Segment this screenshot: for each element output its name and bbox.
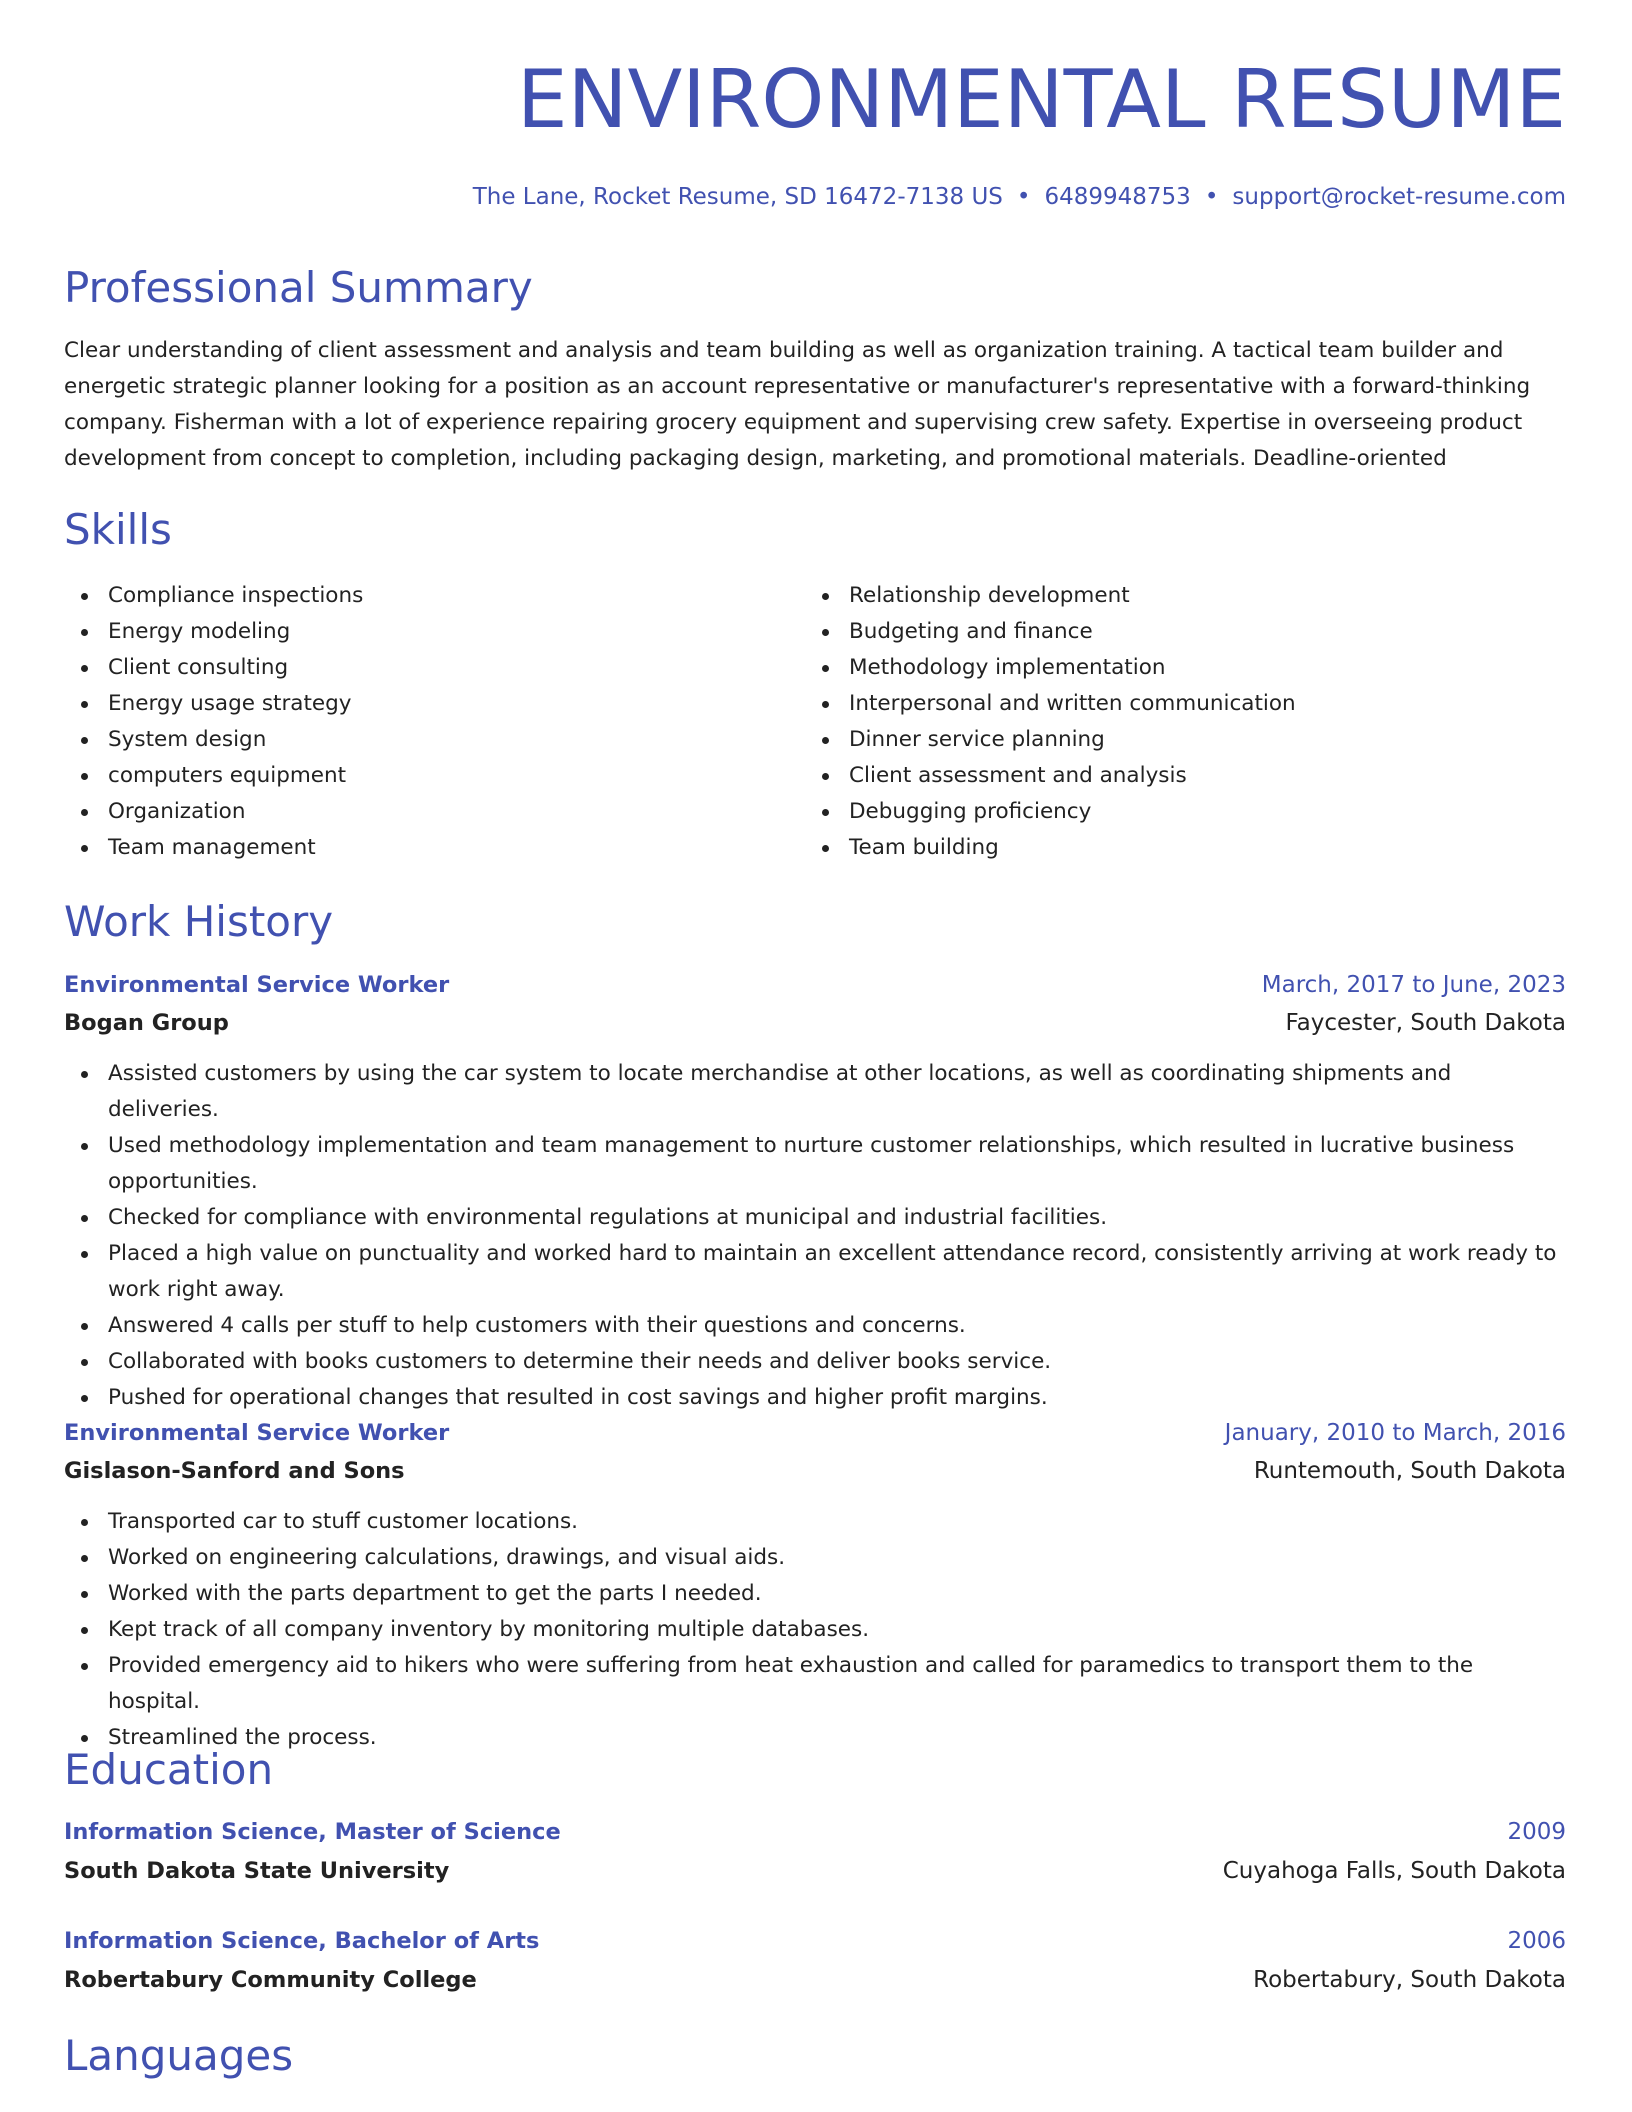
resume-title: ENVIRONMENTAL RESUME bbox=[517, 53, 1566, 146]
skill-item: Energy modeling bbox=[64, 614, 363, 650]
education-location: Robertabury, South Dakota bbox=[1253, 1967, 1566, 1993]
education-school: Robertabury Community College bbox=[64, 1967, 477, 1993]
job-bullet: Provided emergency aid to hikers who were suffering from heat exhaustion and called for paramedics to transport them to the hospital. bbox=[64, 1648, 1566, 1720]
contact-separator: • bbox=[1204, 184, 1219, 210]
skill-item: Relationship development bbox=[805, 578, 1296, 614]
job-bullets bbox=[64, 1504, 1566, 1756]
skill-item: Energy usage strategy bbox=[64, 686, 363, 722]
education-location: Cuyahoga Falls, South Dakota bbox=[1222, 1858, 1566, 1884]
education-school: South Dakota State University bbox=[64, 1858, 450, 1884]
job-title: Environmental Service Worker bbox=[64, 1420, 450, 1446]
job-company: Bogan Group bbox=[64, 1010, 229, 1036]
job-dates: January, 2010 to March, 2016 bbox=[1224, 1420, 1566, 1446]
skill-item: Budgeting and finance bbox=[805, 614, 1296, 650]
job-bullets bbox=[64, 1056, 1566, 1416]
contact-address: The Lane, Rocket Resume, SD 16472-7138 US bbox=[472, 184, 1003, 210]
work-history-heading: Work History bbox=[64, 897, 334, 946]
contact-email[interactable]: support@rocket-resume.com bbox=[1232, 184, 1566, 210]
skill-item: Organization bbox=[64, 794, 363, 830]
skill-item: Interpersonal and written communication bbox=[805, 686, 1296, 722]
languages-heading: Languages bbox=[64, 2031, 294, 2080]
job-location: Runtemouth, South Dakota bbox=[1253, 1458, 1566, 1484]
job-bullet: Worked with the parts department to get the parts I needed. bbox=[64, 1576, 1566, 1612]
skill-item: Methodology implementation bbox=[805, 650, 1296, 686]
contact-separator: • bbox=[1016, 184, 1031, 210]
skill-item: Team management bbox=[64, 830, 363, 866]
job-bullet: Assisted customers by using the car system to locate merchandise at other locations, as well as coordinating shipments and deliveries. bbox=[64, 1056, 1566, 1128]
skill-item: Team building bbox=[805, 830, 1296, 866]
skill-item: Compliance inspections bbox=[64, 578, 363, 614]
education-year: 2006 bbox=[1507, 1928, 1566, 1954]
job-bullet: Placed a high value on punctuality and worked hard to maintain an excellent attendance record, consistently arriving at work ready to work right away. bbox=[64, 1236, 1566, 1308]
job-location: Faycester, South Dakota bbox=[1285, 1010, 1566, 1036]
skill-item: Client assessment and analysis bbox=[805, 758, 1296, 794]
job-bullet: Streamlined the process. bbox=[64, 1720, 1566, 1756]
contact-phone[interactable]: 6489948753 bbox=[1044, 184, 1191, 210]
skill-item: Debugging proficiency bbox=[805, 794, 1296, 830]
job-bullet: Pushed for operational changes that resulted in cost savings and higher profit margins. bbox=[64, 1380, 1566, 1416]
education-year: 2009 bbox=[1507, 1819, 1566, 1845]
job-bullet: Answered 4 calls per stuff to help customers with their questions and concerns. bbox=[64, 1308, 1566, 1344]
job-bullet: Worked on engineering calculations, drawings, and visual aids. bbox=[64, 1540, 1566, 1576]
education-degree: Information Science, Master of Science bbox=[64, 1819, 561, 1845]
job-dates: March, 2017 to June, 2023 bbox=[1261, 972, 1566, 998]
job-bullet: Used methodology implementation and team management to nurture customer relationships, which resulted in lucrative business opportunities. bbox=[64, 1128, 1566, 1200]
job-title: Environmental Service Worker bbox=[64, 972, 450, 998]
education-degree: Information Science, Bachelor of Arts bbox=[64, 1928, 540, 1954]
job-bullet: Collaborated with books customers to determine their needs and deliver books service. bbox=[64, 1344, 1566, 1380]
job-bullet: Checked for compliance with environmental regulations at municipal and industrial facilities. bbox=[64, 1200, 1566, 1236]
skill-item: Client consulting bbox=[64, 650, 363, 686]
skills-heading: Skills bbox=[64, 505, 172, 554]
job-bullet: Transported car to stuff customer locations. bbox=[64, 1504, 1566, 1540]
job-company: Gislason-Sanford and Sons bbox=[64, 1458, 405, 1484]
summary-text: Clear understanding of client assessment and analysis and team building as well as organization training. A tactical team builder and energetic strategic planner looking for a position as an account representative or manufacturer's representative with a forward-thinking company. Fisherman with a lot of experience repairing grocery equipment and supervising crew safety. Expertise in overseeing product development from concept to completion, including packaging design, marketing, and promotional materials. Deadline-oriented bbox=[64, 338, 1531, 471]
education-heading: Education bbox=[64, 1745, 274, 1794]
skill-item: System design bbox=[64, 722, 363, 758]
skills-list-right bbox=[805, 578, 1296, 866]
skill-item: Dinner service planning bbox=[805, 722, 1296, 758]
contact-line bbox=[473, 182, 1566, 212]
job-bullet: Kept track of all company inventory by monitoring multiple databases. bbox=[64, 1612, 1566, 1648]
skills-list-left bbox=[64, 578, 363, 866]
summary-heading: Professional Summary bbox=[64, 263, 533, 312]
skill-item: computers equipment bbox=[64, 758, 363, 794]
